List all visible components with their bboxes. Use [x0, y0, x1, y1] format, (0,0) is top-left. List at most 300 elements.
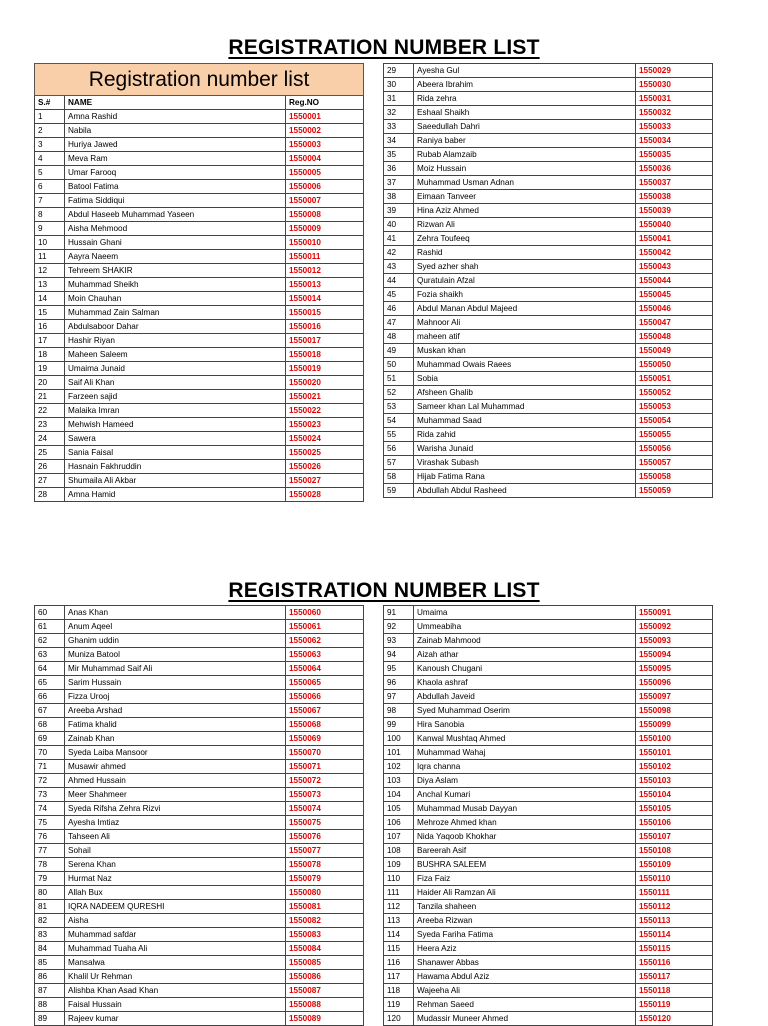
table-box-title: Registration number list: [35, 64, 364, 96]
row-reg-number: 1550108: [636, 844, 713, 858]
table-row: [384, 64, 713, 78]
table-row: [35, 760, 364, 774]
table-row: [384, 844, 713, 858]
row-serial-number: 6: [35, 180, 65, 194]
row-name: Farzeen sajid: [65, 390, 286, 404]
row-reg-number: 1550027: [286, 474, 364, 488]
row-serial-number: 103: [384, 774, 414, 788]
row-name: Iqra channa: [414, 760, 636, 774]
row-serial-number: 58: [384, 470, 414, 484]
row-name: Ghanim uddin: [65, 634, 286, 648]
row-name: Sawera: [65, 432, 286, 446]
row-reg-number: 1550011: [286, 250, 364, 264]
row-name: Hira Sanobia: [414, 718, 636, 732]
row-serial-number: 20: [35, 376, 65, 390]
row-serial-number: 55: [384, 428, 414, 442]
row-serial-number: 114: [384, 928, 414, 942]
row-serial-number: 54: [384, 414, 414, 428]
table-row: [35, 404, 364, 418]
row-name: Abdul Manan Abdul Majeed: [414, 302, 636, 316]
row-name: Areeba Rizwan: [414, 914, 636, 928]
row-name: Sobia: [414, 372, 636, 386]
row-serial-number: 51: [384, 372, 414, 386]
row-name: Muhammad Saad: [414, 414, 636, 428]
row-serial-number: 42: [384, 246, 414, 260]
row-serial-number: 33: [384, 120, 414, 134]
row-name: Tanzila shaheen: [414, 900, 636, 914]
row-serial-number: 39: [384, 204, 414, 218]
row-name: Mir Muhammad Saif Ali: [65, 662, 286, 676]
table-row: [384, 344, 713, 358]
row-reg-number: 1550031: [636, 92, 713, 106]
table-row: [384, 690, 713, 704]
row-serial-number: 24: [35, 432, 65, 446]
table-row: [35, 432, 364, 446]
row-name: Nabila: [65, 124, 286, 138]
row-serial-number: 7: [35, 194, 65, 208]
row-serial-number: 48: [384, 330, 414, 344]
row-serial-number: 72: [35, 774, 65, 788]
column-header-reg: Reg.NO: [286, 96, 364, 110]
row-name: Eshaal Shaikh: [414, 106, 636, 120]
row-serial-number: 109: [384, 858, 414, 872]
row-serial-number: 11: [35, 250, 65, 264]
row-name: Fatima Siddiqui: [65, 194, 286, 208]
row-reg-number: 1550045: [636, 288, 713, 302]
row-reg-number: 1550042: [636, 246, 713, 260]
table-row: [35, 732, 364, 746]
row-serial-number: 77: [35, 844, 65, 858]
table-row: [384, 260, 713, 274]
row-name: Ummeabiha: [414, 620, 636, 634]
row-reg-number: 1550008: [286, 208, 364, 222]
row-name: Eimaan Tanveer: [414, 190, 636, 204]
table-row: [35, 376, 364, 390]
row-serial-number: 38: [384, 190, 414, 204]
table-row: [35, 928, 364, 942]
row-reg-number: 1550061: [286, 620, 364, 634]
row-reg-number: 1550093: [636, 634, 713, 648]
row-reg-number: 1550068: [286, 718, 364, 732]
row-reg-number: 1550062: [286, 634, 364, 648]
row-name: Hina Aziz Ahmed: [414, 204, 636, 218]
row-name: Nida Yaqoob Khokhar: [414, 830, 636, 844]
row-name: Muhammad safdar: [65, 928, 286, 942]
row-reg-number: 1550021: [286, 390, 364, 404]
row-reg-number: 1550024: [286, 432, 364, 446]
row-serial-number: 120: [384, 1012, 414, 1026]
row-reg-number: 1550016: [286, 320, 364, 334]
row-reg-number: 1550012: [286, 264, 364, 278]
row-reg-number: 1550099: [636, 718, 713, 732]
table-row: [384, 330, 713, 344]
table-row: [35, 998, 364, 1012]
row-name: Abdullah Abdul Rasheed: [414, 484, 636, 498]
row-name: Ahmed Hussain: [65, 774, 286, 788]
row-name: BUSHRA SALEEM: [414, 858, 636, 872]
row-name: Mansalwa: [65, 956, 286, 970]
table-row: [35, 620, 364, 634]
table-row: [35, 690, 364, 704]
row-serial-number: 36: [384, 162, 414, 176]
row-name: Kanwal Mushtaq Ahmed: [414, 732, 636, 746]
table-row: [35, 872, 364, 886]
row-name: Rehman Saeed: [414, 998, 636, 1012]
row-reg-number: 1550071: [286, 760, 364, 774]
table-row: [384, 942, 713, 956]
row-reg-number: 1550081: [286, 900, 364, 914]
row-reg-number: 1550046: [636, 302, 713, 316]
row-serial-number: 113: [384, 914, 414, 928]
row-name: Aisha: [65, 914, 286, 928]
table-row: [35, 488, 364, 502]
row-reg-number: 1550105: [636, 802, 713, 816]
table-row: [384, 92, 713, 106]
table-row: [35, 718, 364, 732]
row-serial-number: 84: [35, 942, 65, 956]
row-name: Khaola ashraf: [414, 676, 636, 690]
row-serial-number: 32: [384, 106, 414, 120]
row-serial-number: 47: [384, 316, 414, 330]
row-serial-number: 27: [35, 474, 65, 488]
row-name: Tehreem SHAKIR: [65, 264, 286, 278]
table-row: [384, 358, 713, 372]
row-name: Hurmat Naz: [65, 872, 286, 886]
table-row: [384, 414, 713, 428]
row-serial-number: 45: [384, 288, 414, 302]
row-serial-number: 50: [384, 358, 414, 372]
row-name: Fatima khalid: [65, 718, 286, 732]
table-row: [384, 274, 713, 288]
row-name: Areeba Arshad: [65, 704, 286, 718]
row-name: Rajeev kumar: [65, 1012, 286, 1026]
table-row: [35, 306, 364, 320]
row-serial-number: 68: [35, 718, 65, 732]
table-row: [35, 886, 364, 900]
row-name: Mehroze Ahmed khan: [414, 816, 636, 830]
row-reg-number: 1550074: [286, 802, 364, 816]
row-serial-number: 66: [35, 690, 65, 704]
row-serial-number: 87: [35, 984, 65, 998]
row-serial-number: 49: [384, 344, 414, 358]
row-serial-number: 19: [35, 362, 65, 376]
row-reg-number: 1550006: [286, 180, 364, 194]
row-reg-number: 1550077: [286, 844, 364, 858]
table-row: [384, 704, 713, 718]
row-serial-number: 101: [384, 746, 414, 760]
registration-table-1: [34, 63, 364, 502]
row-name: Muskan khan: [414, 344, 636, 358]
row-name: Zehra Toufeeq: [414, 232, 636, 246]
row-name: Anas Khan: [65, 606, 286, 620]
row-name: Rubab Alamzaib: [414, 148, 636, 162]
table-row: [384, 732, 713, 746]
row-serial-number: 105: [384, 802, 414, 816]
row-serial-number: 61: [35, 620, 65, 634]
row-name: Sania Faisal: [65, 446, 286, 460]
row-serial-number: 96: [384, 676, 414, 690]
table-row: [384, 998, 713, 1012]
row-serial-number: 94: [384, 648, 414, 662]
row-reg-number: 1550039: [636, 204, 713, 218]
row-reg-number: 1550119: [636, 998, 713, 1012]
table-row: [35, 858, 364, 872]
row-serial-number: 37: [384, 176, 414, 190]
row-reg-number: 1550007: [286, 194, 364, 208]
row-reg-number: 1550019: [286, 362, 364, 376]
row-name: Virashak Subash: [414, 456, 636, 470]
table-row: [35, 264, 364, 278]
row-serial-number: 3: [35, 138, 65, 152]
row-serial-number: 65: [35, 676, 65, 690]
row-reg-number: 1550052: [636, 386, 713, 400]
table-row: [35, 774, 364, 788]
row-name: Zainab Khan: [65, 732, 286, 746]
table-row: [384, 718, 713, 732]
table-row: [384, 148, 713, 162]
table-row: [384, 984, 713, 998]
table-row: [35, 746, 364, 760]
row-name: Abeera Ibrahim: [414, 78, 636, 92]
row-serial-number: 110: [384, 872, 414, 886]
table-row: [384, 1012, 713, 1026]
table-row: [384, 372, 713, 386]
row-reg-number: 1550096: [636, 676, 713, 690]
table-row: [35, 390, 364, 404]
table-row: [35, 970, 364, 984]
row-reg-number: 1550078: [286, 858, 364, 872]
row-name: Fozia shaikh: [414, 288, 636, 302]
row-name: Zainab Mahmood: [414, 634, 636, 648]
row-reg-number: 1550032: [636, 106, 713, 120]
table-row: [35, 208, 364, 222]
row-name: Muhammad Wahaj: [414, 746, 636, 760]
row-name: Syeda Laiba Mansoor: [65, 746, 286, 760]
row-reg-number: 1550038: [636, 190, 713, 204]
row-serial-number: 10: [35, 236, 65, 250]
table-row: [384, 176, 713, 190]
row-name: Sameer khan Lal Muhammad: [414, 400, 636, 414]
row-name: Hashir Riyan: [65, 334, 286, 348]
table-row: [384, 442, 713, 456]
row-serial-number: 71: [35, 760, 65, 774]
row-name: Aizah athar: [414, 648, 636, 662]
row-reg-number: 1550115: [636, 942, 713, 956]
table-row: [35, 956, 364, 970]
row-serial-number: 57: [384, 456, 414, 470]
row-serial-number: 5: [35, 166, 65, 180]
row-name: Meer Shahmeer: [65, 788, 286, 802]
row-reg-number: 1550109: [636, 858, 713, 872]
table-row: [35, 984, 364, 998]
row-serial-number: 119: [384, 998, 414, 1012]
column-header-name: NAME: [65, 96, 286, 110]
row-serial-number: 81: [35, 900, 65, 914]
row-reg-number: 1550112: [636, 900, 713, 914]
row-serial-number: 12: [35, 264, 65, 278]
row-name: Rida zahid: [414, 428, 636, 442]
row-reg-number: 1550086: [286, 970, 364, 984]
table-row: [384, 648, 713, 662]
table-row: [384, 788, 713, 802]
row-name: Allah Bux: [65, 886, 286, 900]
table-row: [35, 830, 364, 844]
row-serial-number: 104: [384, 788, 414, 802]
row-name: Sohail: [65, 844, 286, 858]
row-name: Syeda Fariha Fatima: [414, 928, 636, 942]
row-name: Saif Ali Khan: [65, 376, 286, 390]
row-serial-number: 29: [384, 64, 414, 78]
table-row: [384, 830, 713, 844]
row-name: Meva Ram: [65, 152, 286, 166]
row-reg-number: 1550102: [636, 760, 713, 774]
row-reg-number: 1550053: [636, 400, 713, 414]
row-serial-number: 83: [35, 928, 65, 942]
table-row: [384, 316, 713, 330]
row-name: Quratulain Afzal: [414, 274, 636, 288]
row-reg-number: 1550057: [636, 456, 713, 470]
table-row: [384, 400, 713, 414]
row-name: Abdullah Javeid: [414, 690, 636, 704]
row-name: Syed Muhammad Oserim: [414, 704, 636, 718]
row-reg-number: 1550117: [636, 970, 713, 984]
table-row: [35, 236, 364, 250]
row-name: Syed azher shah: [414, 260, 636, 274]
row-serial-number: 8: [35, 208, 65, 222]
row-name: Kanoush Chugani: [414, 662, 636, 676]
row-name: Tahseen Ali: [65, 830, 286, 844]
row-reg-number: 1550010: [286, 236, 364, 250]
table-row: [35, 334, 364, 348]
row-name: Moin Chauhan: [65, 292, 286, 306]
row-reg-number: 1550026: [286, 460, 364, 474]
row-name: Umaima Junaid: [65, 362, 286, 376]
row-serial-number: 14: [35, 292, 65, 306]
row-reg-number: 1550009: [286, 222, 364, 236]
row-reg-number: 1550017: [286, 334, 364, 348]
row-serial-number: 22: [35, 404, 65, 418]
table-row: [384, 78, 713, 92]
row-reg-number: 1550030: [636, 78, 713, 92]
table-row: [35, 222, 364, 236]
table-row: [384, 746, 713, 760]
row-serial-number: 34: [384, 134, 414, 148]
row-reg-number: 1550029: [636, 64, 713, 78]
row-reg-number: 1550075: [286, 816, 364, 830]
row-reg-number: 1550120: [636, 1012, 713, 1026]
row-reg-number: 1550020: [286, 376, 364, 390]
row-name: Muhammad Musab Dayyan: [414, 802, 636, 816]
table-row: [384, 620, 713, 634]
row-name: Muhammad Usman Adnan: [414, 176, 636, 190]
registration-table-3: [34, 605, 364, 1026]
table-row: [384, 900, 713, 914]
row-reg-number: 1550116: [636, 956, 713, 970]
row-reg-number: 1550100: [636, 732, 713, 746]
table-row: [384, 428, 713, 442]
row-name: Heera Aziz: [414, 942, 636, 956]
row-reg-number: 1550037: [636, 176, 713, 190]
row-name: Serena Khan: [65, 858, 286, 872]
table-row: [35, 250, 364, 264]
table-row: [35, 194, 364, 208]
table-row: [384, 928, 713, 942]
row-serial-number: 41: [384, 232, 414, 246]
row-serial-number: 115: [384, 942, 414, 956]
row-reg-number: 1550035: [636, 148, 713, 162]
row-serial-number: 100: [384, 732, 414, 746]
row-serial-number: 15: [35, 306, 65, 320]
table-row: [35, 662, 364, 676]
table-row: [35, 648, 364, 662]
row-name: Amna Rashid: [65, 110, 286, 124]
table-row: [384, 302, 713, 316]
row-serial-number: 64: [35, 662, 65, 676]
row-reg-number: 1550113: [636, 914, 713, 928]
row-name: Wajeeha Ali: [414, 984, 636, 998]
row-name: Muniza Batool: [65, 648, 286, 662]
table-row: [35, 634, 364, 648]
table-row: [384, 858, 713, 872]
table-row: [35, 816, 364, 830]
table-row: [384, 662, 713, 676]
row-reg-number: 1550050: [636, 358, 713, 372]
row-name: Fiza Faiz: [414, 872, 636, 886]
row-reg-number: 1550080: [286, 886, 364, 900]
row-serial-number: 53: [384, 400, 414, 414]
registration-table-2: [383, 63, 713, 498]
row-serial-number: 30: [384, 78, 414, 92]
table-row: [384, 456, 713, 470]
row-name: maheen atif: [414, 330, 636, 344]
row-reg-number: 1550104: [636, 788, 713, 802]
row-reg-number: 1550091: [636, 606, 713, 620]
row-serial-number: 98: [384, 704, 414, 718]
row-serial-number: 23: [35, 418, 65, 432]
table-row: [35, 788, 364, 802]
row-serial-number: 99: [384, 718, 414, 732]
row-name: Hussain Ghani: [65, 236, 286, 250]
row-reg-number: 1550018: [286, 348, 364, 362]
row-serial-number: 92: [384, 620, 414, 634]
row-name: Hawama Abdul Aziz: [414, 970, 636, 984]
row-serial-number: 44: [384, 274, 414, 288]
row-reg-number: 1550028: [286, 488, 364, 502]
table-row: [384, 970, 713, 984]
table-row: [35, 166, 364, 180]
row-serial-number: 95: [384, 662, 414, 676]
registration-table-4: [383, 605, 713, 1026]
row-serial-number: 16: [35, 320, 65, 334]
table-row: [35, 704, 364, 718]
row-serial-number: 107: [384, 830, 414, 844]
row-reg-number: 1550107: [636, 830, 713, 844]
row-reg-number: 1550049: [636, 344, 713, 358]
row-name: Faisal Hussain: [65, 998, 286, 1012]
table-row: [384, 288, 713, 302]
row-name: Rizwan Ali: [414, 218, 636, 232]
row-serial-number: 1: [35, 110, 65, 124]
row-reg-number: 1550055: [636, 428, 713, 442]
row-reg-number: 1550097: [636, 690, 713, 704]
row-name: IQRA NADEEM QURESHI: [65, 900, 286, 914]
row-name: Aayra Naeem: [65, 250, 286, 264]
table-row: [35, 152, 364, 166]
row-reg-number: 1550065: [286, 676, 364, 690]
row-reg-number: 1550067: [286, 704, 364, 718]
row-name: Mehwish Hameed: [65, 418, 286, 432]
row-reg-number: 1550004: [286, 152, 364, 166]
